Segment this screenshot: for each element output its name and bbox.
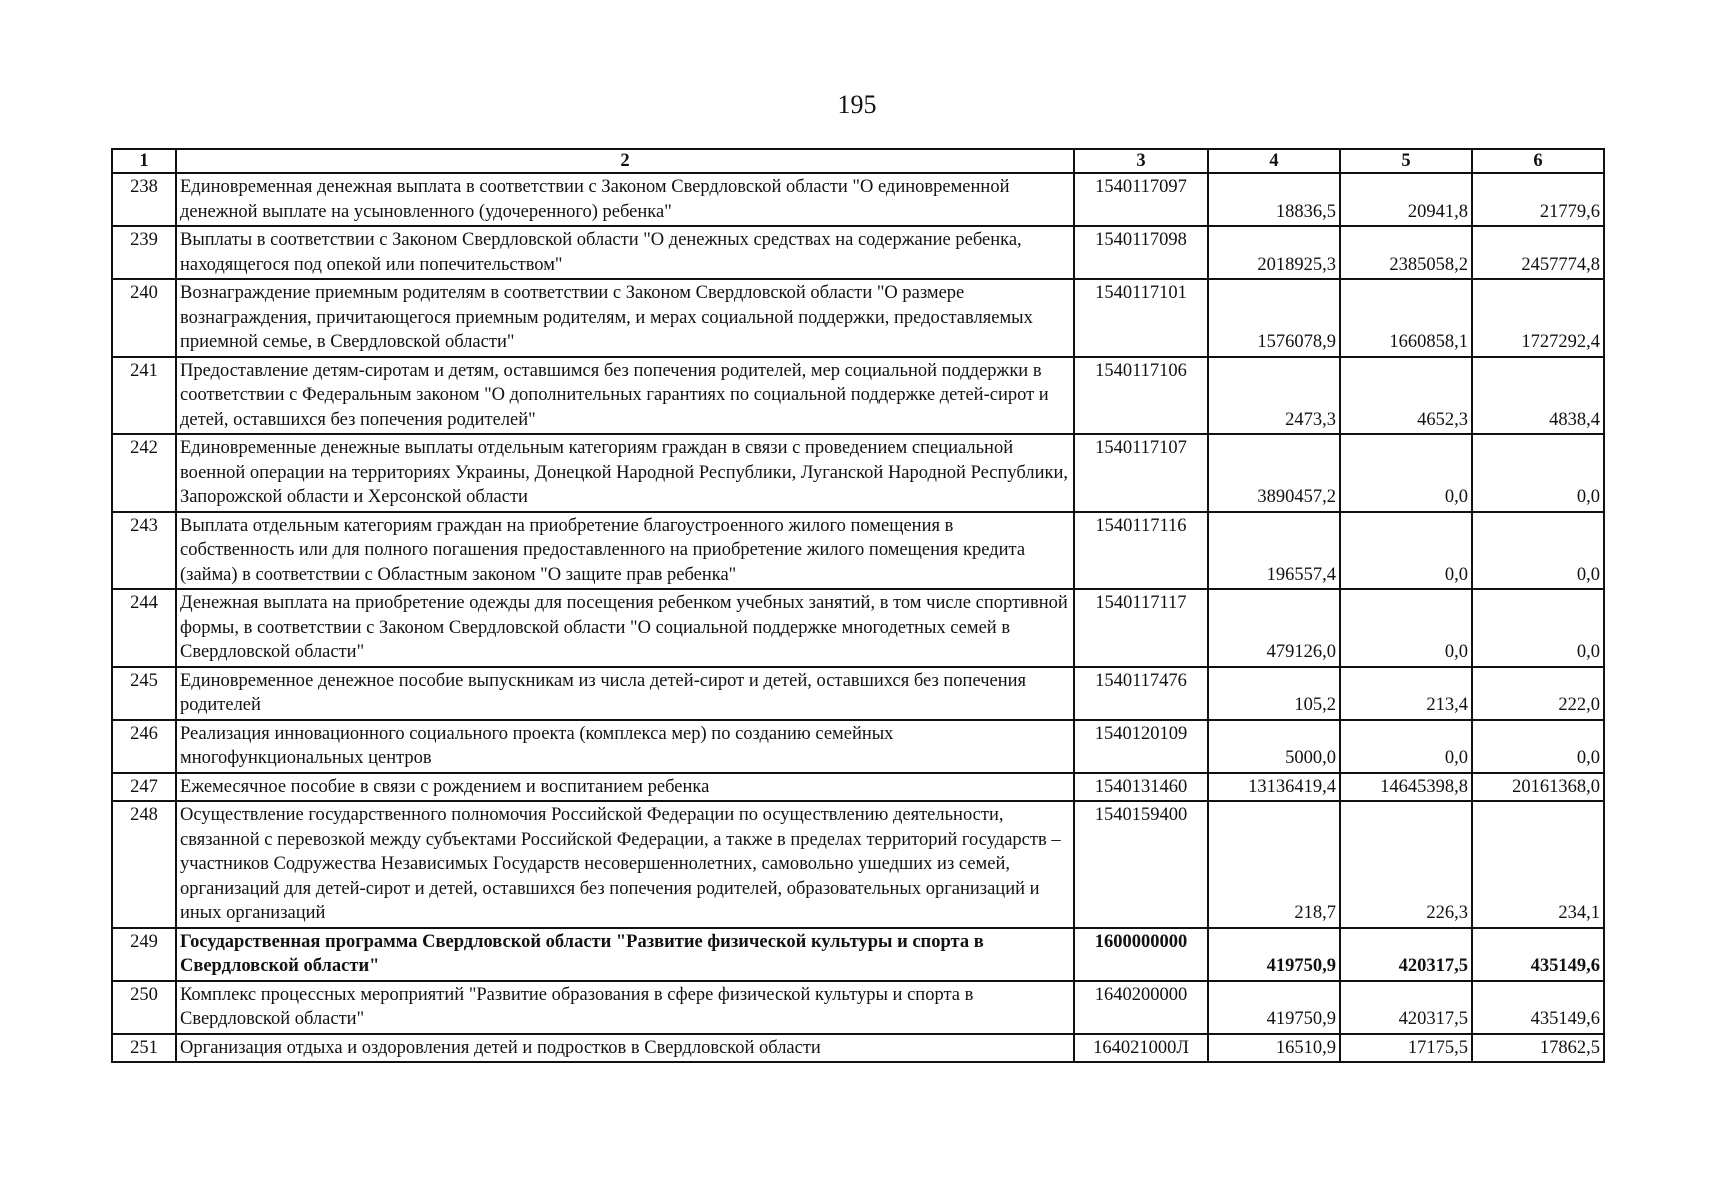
row-value-6: 435149,6 [1472, 928, 1604, 981]
row-name: Единовременные денежные выплаты отдельным категориям граждан в связи с проведением специальной военной операции на территориях Украины, Донецкой Народной Республики, Луганской Народной Республики, Запорожской области и Херсонской области [176, 434, 1074, 512]
row-value-6: 17862,5 [1472, 1034, 1604, 1063]
row-name: Ежемесячное пособие в связи с рождением и воспитанием ребенка [176, 773, 1074, 802]
row-value-4: 419750,9 [1208, 981, 1340, 1034]
row-value-5: 0,0 [1340, 589, 1472, 667]
table-row [112, 1034, 1604, 1063]
row-name: Предоставление детям-сиротам и детям, оставшимся без попечения родителей, мер социальной поддержки в соответствии с Федеральным законом "О дополнительных гарантиях по социальной поддержке детей-сирот и детей, оставшихся без попечения родителей" [176, 357, 1074, 435]
row-value-6: 1727292,4 [1472, 279, 1604, 357]
table-row [112, 226, 1604, 279]
row-code: 1540117106 [1074, 357, 1208, 435]
row-value-4: 196557,4 [1208, 512, 1340, 590]
row-number: 246 [112, 720, 176, 773]
row-value-5: 1660858,1 [1340, 279, 1472, 357]
row-value-4: 419750,9 [1208, 928, 1340, 981]
row-value-5: 14645398,8 [1340, 773, 1472, 802]
row-number: 240 [112, 279, 176, 357]
row-code: 1540117107 [1074, 434, 1208, 512]
row-code: 1600000000 [1074, 928, 1208, 981]
row-code: 1540117116 [1074, 512, 1208, 590]
row-code: 1540117117 [1074, 589, 1208, 667]
row-value-4: 1576078,9 [1208, 279, 1340, 357]
header-col-3: 3 [1074, 149, 1208, 173]
row-value-4: 16510,9 [1208, 1034, 1340, 1063]
row-value-6: 21779,6 [1472, 173, 1604, 226]
row-value-4: 18836,5 [1208, 173, 1340, 226]
row-code: 1640200000 [1074, 981, 1208, 1034]
row-name: Вознаграждение приемным родителям в соответствии с Законом Свердловской области "О размере вознаграждения, причитающегося приемным родителям, и мерах социальной поддержки, предоставляемых приемной семье, в Свердловской области" [176, 279, 1074, 357]
row-value-6: 435149,6 [1472, 981, 1604, 1034]
row-value-5: 2385058,2 [1340, 226, 1472, 279]
table-row [112, 357, 1604, 435]
row-value-4: 2018925,3 [1208, 226, 1340, 279]
table-row [112, 667, 1604, 720]
row-number: 243 [112, 512, 176, 590]
row-code: 1540117101 [1074, 279, 1208, 357]
table-row [112, 981, 1604, 1034]
header-col-1: 1 [112, 149, 176, 173]
row-number: 238 [112, 173, 176, 226]
row-value-4: 5000,0 [1208, 720, 1340, 773]
row-number: 247 [112, 773, 176, 802]
row-value-4: 105,2 [1208, 667, 1340, 720]
header-row [112, 149, 1604, 173]
row-value-4: 479126,0 [1208, 589, 1340, 667]
row-code: 1540120109 [1074, 720, 1208, 773]
row-number: 241 [112, 357, 176, 435]
table-row [112, 512, 1604, 590]
table-row [112, 589, 1604, 667]
row-value-6: 0,0 [1472, 589, 1604, 667]
header-col-5: 5 [1340, 149, 1472, 173]
row-name: Денежная выплата на приобретение одежды для посещения ребенком учебных занятий, в том числе спортивной формы, в соответствии с Законом Свердловской области "О социальной поддержке многодетных семей в Свердловской области" [176, 589, 1074, 667]
table-row-program [112, 928, 1604, 981]
row-value-6: 0,0 [1472, 512, 1604, 590]
row-value-5: 20941,8 [1340, 173, 1472, 226]
row-value-5: 0,0 [1340, 720, 1472, 773]
table-row [112, 173, 1604, 226]
row-name: Государственная программа Свердловской области "Развитие физической культуры и спорта в Свердловской области" [176, 928, 1074, 981]
page-number: 195 [837, 90, 877, 119]
row-value-4: 3890457,2 [1208, 434, 1340, 512]
row-name: Комплекс процессных мероприятий "Развитие образования в сфере физической культуры и спорта в Свердловской области" [176, 981, 1074, 1034]
table-row [112, 773, 1604, 802]
row-number: 251 [112, 1034, 176, 1063]
row-value-6: 2457774,8 [1472, 226, 1604, 279]
row-value-6: 234,1 [1472, 801, 1604, 928]
row-value-5: 4652,3 [1340, 357, 1472, 435]
header-col-4: 4 [1208, 149, 1340, 173]
row-code: 1540117476 [1074, 667, 1208, 720]
row-value-5: 226,3 [1340, 801, 1472, 928]
row-code: 1540131460 [1074, 773, 1208, 802]
row-value-6: 0,0 [1472, 434, 1604, 512]
row-number: 248 [112, 801, 176, 928]
row-code: 1540159400 [1074, 801, 1208, 928]
row-name: Реализация инновационного социального проекта (комплекса мер) по созданию семейных многофункциональных центров [176, 720, 1074, 773]
table-row [112, 434, 1604, 512]
row-number: 249 [112, 928, 176, 981]
row-name: Осуществление государственного полномочия Российской Федерации по осуществлению деятельности, связанной с перевозкой между субъектами Российской Федерации, а также в пределах территорий государств – участников Содружества Независимых Государств несовершеннолетних, самовольно ушедших из семей, организаций для детей-сирот и детей, оставшихся без попечения родителей, образовательных организаций и иных организаций [176, 801, 1074, 928]
row-value-5: 0,0 [1340, 434, 1472, 512]
row-value-4: 2473,3 [1208, 357, 1340, 435]
row-value-5: 17175,5 [1340, 1034, 1472, 1063]
row-number: 239 [112, 226, 176, 279]
row-number: 250 [112, 981, 176, 1034]
table-row [112, 801, 1604, 928]
row-code: 1540117098 [1074, 226, 1208, 279]
row-value-5: 420317,5 [1340, 928, 1472, 981]
row-code: 164021000Л [1074, 1034, 1208, 1063]
row-value-4: 13136419,4 [1208, 773, 1340, 802]
row-value-5: 420317,5 [1340, 981, 1472, 1034]
row-value-6: 222,0 [1472, 667, 1604, 720]
budget-table [111, 148, 1605, 1063]
row-value-5: 213,4 [1340, 667, 1472, 720]
row-number: 244 [112, 589, 176, 667]
row-name: Единовременное денежное пособие выпускникам из числа детей-сирот и детей, оставшихся без попечения родителей [176, 667, 1074, 720]
row-value-6: 0,0 [1472, 720, 1604, 773]
header-col-6: 6 [1472, 149, 1604, 173]
row-value-6: 4838,4 [1472, 357, 1604, 435]
row-value-5: 0,0 [1340, 512, 1472, 590]
row-number: 242 [112, 434, 176, 512]
table-row [112, 720, 1604, 773]
row-name: Выплата отдельным категориям граждан на приобретение благоустроенного жилого помещения в собственность или для полного погашения предоставленного на приобретение жилого помещения кредита (займа) в соответствии с Областным законом "О защите прав ребенка" [176, 512, 1074, 590]
row-name: Единовременная денежная выплата в соответствии с Законом Свердловской области "О единовременной денежной выплате на усыновленного (удочеренного) ребенка" [176, 173, 1074, 226]
row-value-4: 218,7 [1208, 801, 1340, 928]
row-name: Организация отдыха и оздоровления детей и подростков в Свердловской области [176, 1034, 1074, 1063]
header-col-2: 2 [176, 149, 1074, 173]
row-number: 245 [112, 667, 176, 720]
row-value-6: 20161368,0 [1472, 773, 1604, 802]
row-code: 1540117097 [1074, 173, 1208, 226]
table-row [112, 279, 1604, 357]
row-name: Выплаты в соответствии с Законом Свердловской области "О денежных средствах на содержание ребенка, находящегося под опекой или попечительством" [176, 226, 1074, 279]
